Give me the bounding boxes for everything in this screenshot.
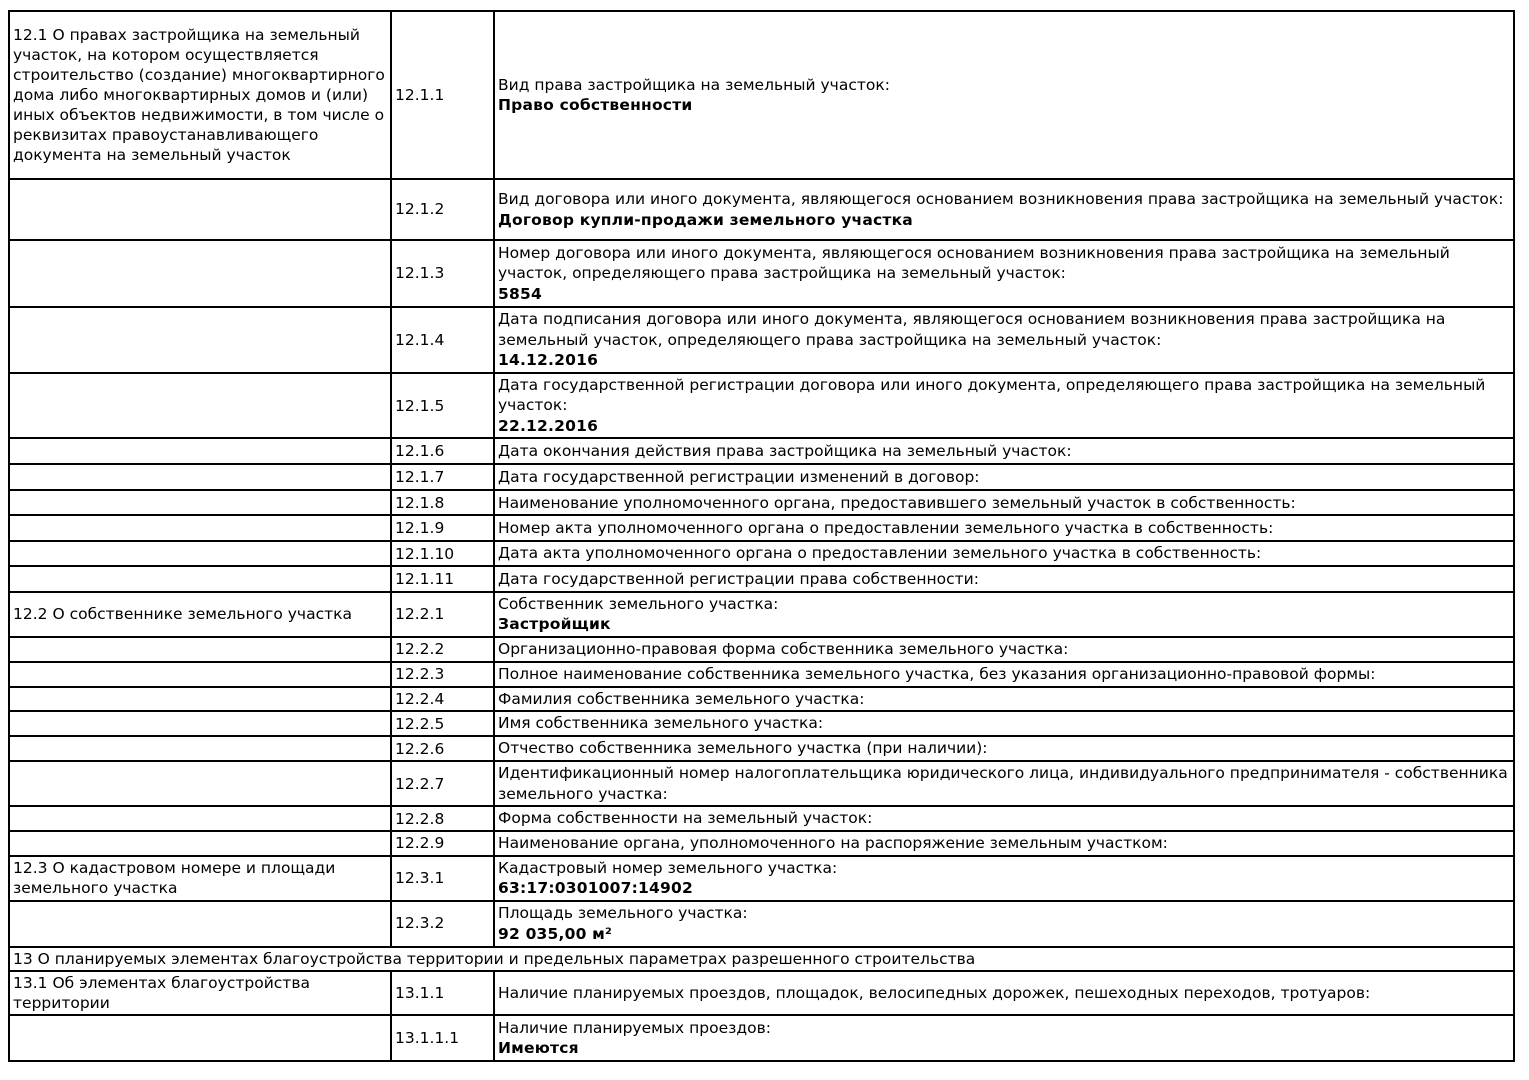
table-row	[9, 761, 1514, 806]
section-title-cell	[9, 541, 391, 565]
item-content-cell	[494, 736, 1514, 761]
field-label: Форма собственности на земельный участок:	[498, 809, 873, 828]
field-label: Дата государственной регистрации права собственности:	[498, 569, 979, 588]
item-content-cell	[494, 515, 1514, 541]
table-row	[9, 566, 1514, 592]
field-label: Наименование органа, уполномоченного на распоряжение земельным участком:	[498, 834, 1168, 853]
field-label: Фамилия собственника земельного участка:	[498, 689, 865, 708]
field-label: Вид права застройщика на земельный участок:	[498, 75, 890, 94]
table-row	[9, 637, 1514, 662]
field-value: Имеются	[498, 1038, 579, 1057]
item-content-cell	[494, 831, 1514, 855]
field-value: 22.12.2016	[498, 416, 599, 435]
item-content-cell	[494, 662, 1514, 687]
item-number: 12.1.1	[391, 11, 494, 179]
item-content-cell	[494, 179, 1514, 240]
item-number: 12.1.11	[391, 566, 494, 592]
table-row	[9, 947, 1514, 971]
field-label: Идентификационный номер налогоплательщика юридического лица, индивидуального предпринимателя - собственника земельного участка:	[498, 764, 1508, 803]
project-declaration-table	[8, 10, 1515, 1062]
field-label: Номер договора или иного документа, являющегося основанием возникновения права застройщика на земельный участок, определяющего права застройщика на земельный участок:	[498, 243, 1450, 283]
item-number: 12.2.9	[391, 831, 494, 855]
section-title-cell	[9, 761, 391, 806]
field-label: Наличие планируемых проездов:	[498, 1018, 771, 1037]
item-content-cell	[494, 687, 1514, 711]
table-row	[9, 307, 1514, 373]
item-number: 12.1.10	[391, 541, 494, 565]
item-content-cell	[494, 464, 1514, 490]
item-content-cell	[494, 240, 1514, 307]
section-title-cell	[9, 806, 391, 831]
table-row	[9, 11, 1514, 179]
table-row	[9, 662, 1514, 687]
item-number: 13.1.1	[391, 971, 494, 1015]
item-content-cell	[494, 541, 1514, 565]
field-label: Дата государственной регистрации изменений в договор:	[498, 468, 980, 487]
item-content-cell	[494, 971, 1514, 1015]
item-number: 12.3.1	[391, 856, 494, 901]
section-title-cell	[9, 901, 391, 947]
item-number: 12.1.5	[391, 373, 494, 438]
item-number: 12.1.6	[391, 438, 494, 464]
item-number: 12.1.7	[391, 464, 494, 490]
section-header: 13 О планируемых элементах благоустройства территории и предельных параметрах разрешенного строительства	[9, 947, 1514, 971]
table-row	[9, 438, 1514, 464]
field-value: 63:17:0301007:14902	[498, 879, 693, 898]
section-title-cell	[9, 566, 391, 592]
table-row	[9, 687, 1514, 711]
item-content-cell	[494, 1015, 1514, 1061]
section-title-cell: 13.1 Об элементах благоустройства территории	[9, 971, 391, 1015]
item-content-cell	[494, 806, 1514, 831]
item-content-cell	[494, 637, 1514, 662]
field-label: Отчество собственника земельного участка (при наличии):	[498, 739, 988, 758]
item-number: 12.2.5	[391, 711, 494, 736]
table-row	[9, 856, 1514, 901]
section-title-cell	[9, 240, 391, 307]
field-value: 5854	[498, 284, 542, 303]
field-label: Дата окончания действия права застройщика на земельный участок:	[498, 442, 1072, 461]
table-row	[9, 971, 1514, 1015]
field-label: Дата государственной регистрации договора или иного документа, определяющего права застройщика на земельный участок:	[498, 376, 1486, 415]
field-label: Вид договора или иного документа, являющегося основанием возникновения права застройщика на земельный участок:	[498, 190, 1504, 209]
section-title-cell	[9, 711, 391, 736]
table-row	[9, 179, 1514, 240]
section-title-cell	[9, 464, 391, 490]
table-body	[9, 11, 1514, 1061]
field-label: Дата подписания договора или иного документа, являющегося основанием возникновения права застройщика на земельный участок, определяющего права застройщика на земельный участок:	[498, 310, 1446, 349]
field-label: Собственник земельного участка:	[498, 594, 779, 613]
table-row	[9, 901, 1514, 947]
item-content-cell	[494, 711, 1514, 736]
field-value: Право собственности	[498, 96, 693, 114]
item-number: 12.2.2	[391, 637, 494, 662]
field-label: Имя собственника земельного участка:	[498, 714, 824, 733]
table-row	[9, 592, 1514, 637]
table-row	[9, 1015, 1514, 1061]
field-value: 14.12.2016	[498, 351, 599, 370]
field-value: 92 035,00 м²	[498, 924, 613, 943]
item-number: 12.2.7	[391, 761, 494, 806]
item-content-cell	[494, 901, 1514, 947]
item-number: 12.2.3	[391, 662, 494, 687]
item-number: 12.1.2	[391, 179, 494, 240]
section-title-cell	[9, 515, 391, 541]
section-title-cell	[9, 307, 391, 373]
item-number: 12.3.2	[391, 901, 494, 947]
table-row	[9, 711, 1514, 736]
section-title-cell: 12.2 О собственнике земельного участка	[9, 592, 391, 637]
field-label: Полное наименование собственника земельного участка, без указания организационно-правовой формы:	[498, 664, 1376, 683]
item-number: 12.1.3	[391, 240, 494, 307]
item-content-cell	[494, 307, 1514, 373]
item-content-cell	[494, 438, 1514, 464]
item-number: 12.1.8	[391, 490, 494, 515]
section-title-cell	[9, 831, 391, 855]
section-title-cell: 12.3 О кадастровом номере и площади земельного участка	[9, 856, 391, 901]
field-label: Наименование уполномоченного органа, предоставившего земельный участок в собственность:	[498, 493, 1296, 512]
table-row	[9, 240, 1514, 307]
item-content-cell	[494, 592, 1514, 637]
item-number: 12.2.6	[391, 736, 494, 761]
field-label: Организационно-правовая форма собственника земельного участка:	[498, 639, 1069, 658]
section-title-cell	[9, 373, 391, 438]
item-content-cell	[494, 373, 1514, 438]
table-row	[9, 806, 1514, 831]
item-content-cell	[494, 566, 1514, 592]
field-label: Дата акта уполномоченного органа о предоставлении земельного участка в собственность:	[498, 544, 1262, 563]
item-number: 12.1.4	[391, 307, 494, 373]
item-number: 12.1.9	[391, 515, 494, 541]
table-row	[9, 515, 1514, 541]
item-number: 12.2.8	[391, 806, 494, 831]
section-title-cell	[9, 662, 391, 687]
table-row	[9, 736, 1514, 761]
item-content-cell	[494, 761, 1514, 806]
item-number: 12.2.4	[391, 687, 494, 711]
item-content-cell	[494, 490, 1514, 515]
section-title-cell	[9, 637, 391, 662]
table-row	[9, 490, 1514, 515]
section-title-cell	[9, 490, 391, 515]
field-label: Наличие планируемых проездов, площадок, велосипедных дорожек, пешеходных переходов, тротуаров:	[498, 983, 1371, 1002]
item-number: 13.1.1.1	[391, 1015, 494, 1061]
section-title-cell	[9, 687, 391, 711]
section-title-cell: 12.1 О правах застройщика на земельный участок, на котором осуществляется строительство (создание) многоквартирного дома либо многоквартирных домов и (или) иных объектов недвижимости, в том числе о реквизитах правоустанавливающего документа на земельный участок	[9, 11, 391, 179]
field-value: Застройщик	[498, 615, 611, 634]
section-title-cell	[9, 438, 391, 464]
item-number: 12.2.1	[391, 592, 494, 637]
item-content-cell	[494, 11, 1514, 179]
section-title-cell	[9, 736, 391, 761]
field-label: Номер акта уполномоченного органа о предоставлении земельного участка в собственность:	[498, 519, 1274, 538]
field-label: Кадастровый номер земельного участка:	[498, 858, 838, 877]
field-value: Договор купли-продажи земельного участка	[498, 210, 913, 229]
section-title-cell	[9, 179, 391, 240]
section-title-cell	[9, 1015, 391, 1061]
item-content-cell	[494, 856, 1514, 901]
table-row	[9, 373, 1514, 438]
table-row	[9, 541, 1514, 565]
field-label: Площадь земельного участка:	[498, 904, 748, 923]
table-row	[9, 831, 1514, 855]
table-row	[9, 464, 1514, 490]
